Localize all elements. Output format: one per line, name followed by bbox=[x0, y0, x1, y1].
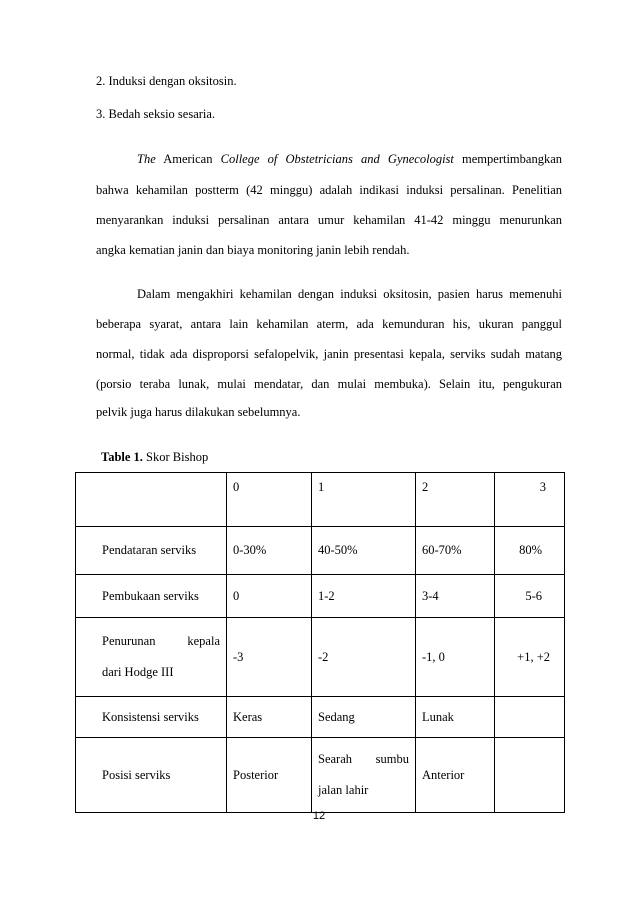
table-header-cell: 2 bbox=[416, 473, 495, 527]
table-row bbox=[76, 738, 565, 813]
table-cell: Posterior bbox=[227, 738, 312, 813]
table-header-cell bbox=[76, 473, 227, 527]
row-label: Posisi serviks bbox=[76, 738, 227, 813]
table-caption-label: Table 1. bbox=[101, 450, 143, 464]
row-label bbox=[76, 618, 227, 697]
italic-text: College of Obstetricians and Gynecologist bbox=[220, 152, 454, 166]
row-label-line: dari Hodge III bbox=[102, 665, 174, 679]
row-label: Pembukaan serviks bbox=[76, 575, 227, 618]
paragraph-line bbox=[137, 152, 562, 167]
table-cell: -2 bbox=[312, 618, 416, 697]
paragraph-line: menyarankan induksi persalinan antara umur kehamilan 41-42 minggu menurunkan bbox=[96, 213, 562, 227]
table-header-cell: 0 bbox=[227, 473, 312, 527]
table-cell: 60-70% bbox=[416, 527, 495, 575]
table-cell-line: Searah sumbu bbox=[318, 752, 409, 766]
table-cell: 5-6 bbox=[495, 575, 565, 618]
table-cell: 3-4 bbox=[416, 575, 495, 618]
table-cell-line: jalan lahir bbox=[318, 783, 369, 797]
table-cell bbox=[495, 738, 565, 813]
table-row bbox=[76, 575, 565, 618]
text: mempertimbangkan bbox=[453, 152, 563, 166]
table-cell: Lunak bbox=[416, 697, 495, 738]
italic-text: The bbox=[137, 152, 156, 166]
list-item: 2. Induksi dengan oksitosin. bbox=[96, 74, 237, 88]
table-cell: 80% bbox=[495, 527, 565, 575]
row-label: Konsistensi serviks bbox=[76, 697, 227, 738]
page-number: 12 bbox=[312, 810, 326, 822]
list-item: 3. Bedah seksio sesaria. bbox=[96, 107, 216, 121]
table-caption bbox=[101, 450, 208, 465]
row-label: Pendataran serviks bbox=[76, 527, 227, 575]
row-label-line: Penurunan kepala bbox=[102, 634, 220, 648]
table-cell: Anterior bbox=[416, 738, 495, 813]
table-cell: -3 bbox=[227, 618, 312, 697]
paragraph-line: (porsio teraba lunak, mulai mendatar, dan mulai membuka). Selain itu, pengukuran bbox=[96, 377, 562, 391]
table-cell bbox=[495, 697, 565, 738]
table-cell: 40-50% bbox=[312, 527, 416, 575]
table-row bbox=[76, 697, 565, 738]
text: American bbox=[155, 152, 221, 166]
table-cell bbox=[312, 738, 416, 813]
paragraph-line: Dalam mengakhiri kehamilan dengan induksi oksitosin, pasien harus memenuhi bbox=[137, 287, 562, 301]
paragraph-line: pelvik juga harus dilakukan sebelumnya. bbox=[96, 405, 301, 419]
table-cell: +1, +2 bbox=[495, 618, 565, 697]
table-cell: Keras bbox=[227, 697, 312, 738]
paragraph-line: normal, tidak ada disproporsi sefalopelvik, janin presentasi kepala, serviks sudah matang bbox=[96, 347, 562, 361]
table-header-cell: 3 bbox=[495, 473, 565, 527]
paragraph-line: bahwa kehamilan postterm (42 minggu) adalah indikasi induksi persalinan. Penelitian bbox=[96, 183, 562, 197]
table-cell: 1-2 bbox=[312, 575, 416, 618]
table-cell: 0 bbox=[227, 575, 312, 618]
table-caption-title: Skor Bishop bbox=[142, 450, 209, 464]
table-row bbox=[76, 527, 565, 575]
paragraph-line: beberapa syarat, antara lain kehamilan aterm, ada kemunduran his, ukuran panggul bbox=[96, 317, 562, 331]
table-cell: 0-30% bbox=[227, 527, 312, 575]
bishop-score-table bbox=[75, 472, 565, 813]
table-cell: -1, 0 bbox=[416, 618, 495, 697]
table-row bbox=[76, 618, 565, 697]
table-cell: Sedang bbox=[312, 697, 416, 738]
paragraph-line: angka kematian janin dan biaya monitoring janin lebih rendah. bbox=[96, 243, 410, 257]
table-header-row bbox=[76, 473, 565, 527]
table-header-cell: 1 bbox=[312, 473, 416, 527]
